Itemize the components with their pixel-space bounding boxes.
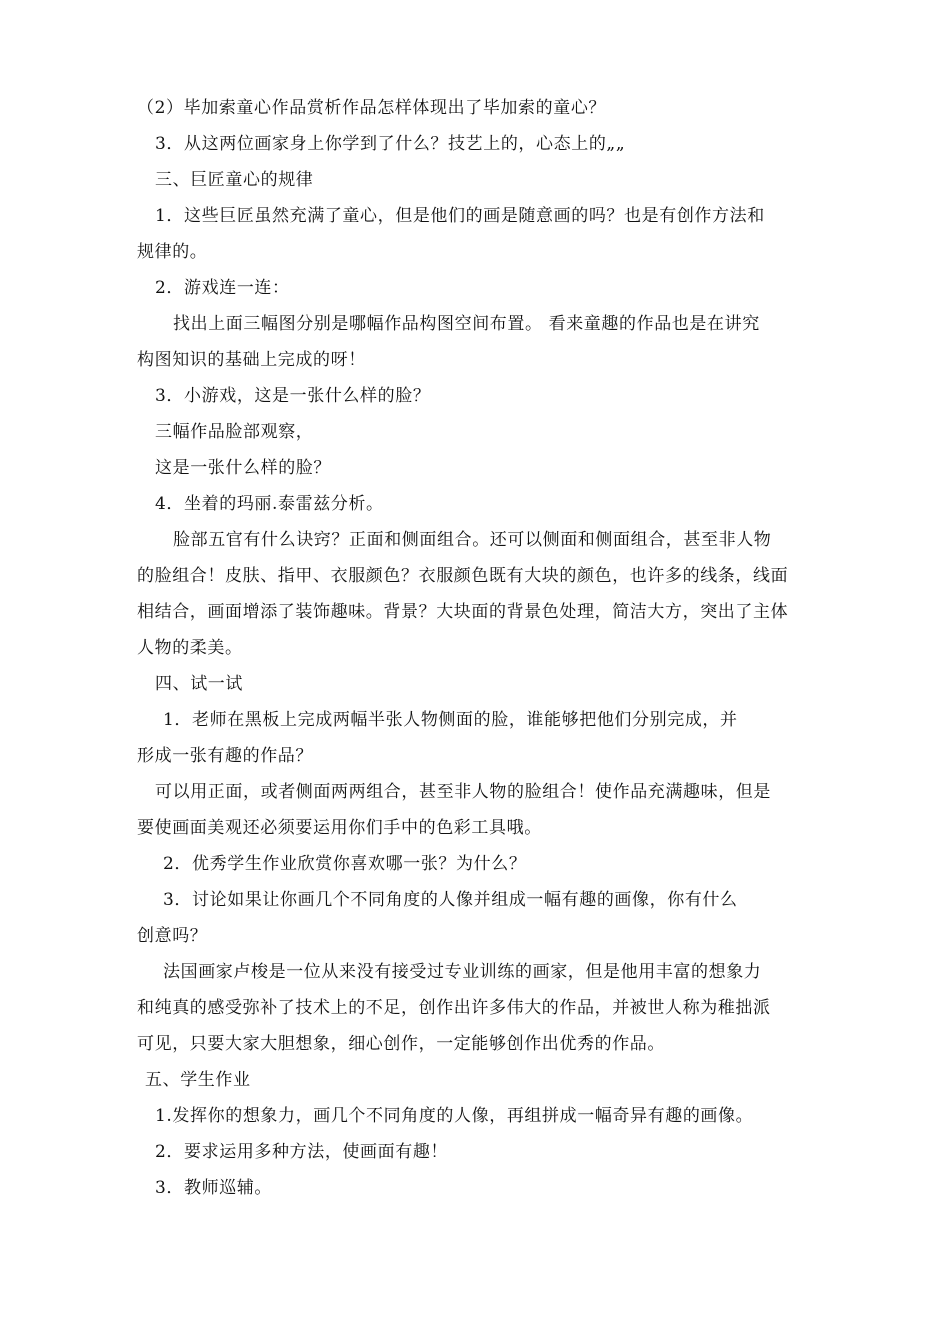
section-heading: 四、试一试 [155,674,243,694]
text-line: 2．游戏连一连： [155,278,290,298]
text-line: 创意吗？ [137,926,208,946]
text-line: 相结合，画面增添了装饰趣味。背景？大块面的背景色处理，简洁大方，突出了主体 [137,602,789,622]
text-line: 法国画家卢梭是一位从来没有接受过专业训练的画家，但是他用丰富的想象力 [163,962,762,982]
text-line: 要使画面美观还必须要运用你们手中的色彩工具哦。 [137,818,542,838]
text-line: 3．教师巡辅。 [155,1178,273,1198]
text-line: 1.发挥你的想象力，画几个不同角度的人像，再组拼成一幅奇异有趣的画像。 [155,1106,754,1126]
text-line: 2．优秀学生作业欣赏你喜欢哪一张？为什么？ [163,854,527,874]
text-line: 三幅作品脸部观察， [155,422,314,442]
text-line: （2）毕加索童心作品赏析作品怎样体现出了毕加索的童心？ [137,98,607,118]
text-line: 脸部五官有什么诀窍？正面和侧面组合。还可以侧面和侧面组合，甚至非人物 [173,530,772,550]
text-line: 1．这些巨匠虽然充满了童心，但是他们的画是随意画的吗？也是有创作方法和 [155,206,765,226]
text-line: 4．坐着的玛丽.泰雷兹分析。 [155,494,384,514]
text-line: 规律的。 [137,242,208,262]
text-line: 构图知识的基础上完成的呀！ [137,350,366,370]
text-line: 3．小游戏，这是一张什么样的脸？ [155,386,431,406]
text-line: 形成一张有趣的作品？ [137,746,313,766]
text-line: 的脸组合！皮肤、指甲、衣服颜色？衣服颜色既有大块的颜色，也许多的线条，线面 [137,566,789,586]
text-line: 找出上面三幅图分别是哪幅作品构图空间布置。 看来童趣的作品也是在讲究 [173,314,760,334]
text-line: 3．从这两位画家身上你学到了什么？技艺上的，心态上的„„ [155,134,626,154]
text-line: 这是一张什么样的脸？ [155,458,331,478]
text-line: 1．老师在黑板上完成两幅半张人物侧面的脸，谁能够把他们分别完成，并 [163,710,738,730]
text-line: 可见，只要大家大胆想象，细心创作，一定能够创作出优秀的作品。 [137,1034,665,1054]
text-line: 3．讨论如果让你画几个不同角度的人像并组成一幅有趣的画像，你有什么 [163,890,738,910]
section-heading: 三、巨匠童心的规律 [155,170,314,190]
text-line: 2．要求运用多种方法，使画面有趣！ [155,1142,449,1162]
text-line: 人物的柔美。 [137,638,243,658]
text-line: 和纯真的感受弥补了技术上的不足，创作出许多伟大的作品，并被世人称为稚拙派 [137,998,771,1018]
text-line: 可以用正面，或者侧面两两组合，甚至非人物的脸组合！使作品充满趣味，但是 [155,782,771,802]
section-heading: 五、学生作业 [145,1070,251,1090]
